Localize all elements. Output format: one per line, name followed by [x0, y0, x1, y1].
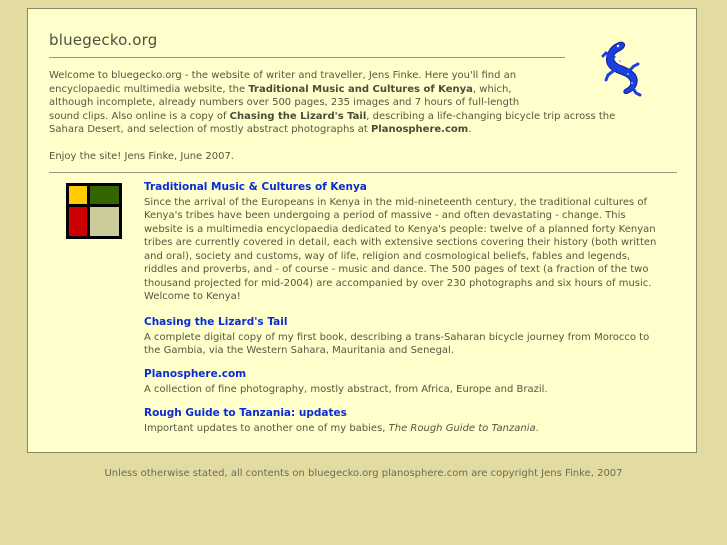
- entry-text-line: riddles and proverbs, and - of course - music and dance. The 500 pages of text (a fraction of the two: [144, 264, 649, 275]
- logo-red-square: [69, 207, 87, 236]
- intro-line: Welcome to bluegecko.org - the website of writer and traveller, Jens Finke. Here you'll find an: [49, 70, 517, 81]
- copyright-footer: Unless otherwise stated, all contents on bluegecko.org planosphere.com are copyright Jens Finke, 2007: [104, 468, 623, 479]
- intro-line: Sahara Desert, and selection of mostly abstract photographs at Planosphere.com.: [49, 124, 472, 135]
- rough-guide-link[interactable]: Rough Guide to Tanzania: updates: [144, 407, 347, 419]
- entry-planosphere: [144, 368, 548, 396]
- rough-guide-title-italic: The Rough Guide to Tanzania: [388, 422, 536, 434]
- entry-text-line: website is a multimedia encyclopaedia dedicated to Kenya's people: twelve of a planned forty Kenyan: [144, 223, 656, 235]
- lizards-tail-link[interactable]: Chasing the Lizard's Tail: [144, 316, 288, 328]
- entry-lizard: [144, 316, 649, 358]
- intro-kenya-bold: Traditional Music and Cultures of Kenya: [248, 83, 473, 95]
- entry-text-line: Welcome to Kenya!: [144, 291, 241, 302]
- entry-text-line: and oral), society and customs, way of life, religion and cosmological beliefs, fables and legends,: [144, 250, 631, 262]
- intro-line: encyclopaedic multimedia website, the Traditional Music and Cultures of Kenya, which,: [49, 83, 512, 95]
- logo-khaki-square: [90, 207, 119, 236]
- signature-line: Enjoy the site! Jens Finke, June 2007.: [49, 151, 234, 162]
- entry-text-line: Since the arrival of the Europeans in Kenya in the mid-nineteenth century, the traditional cultures of: [144, 196, 647, 208]
- intro-line: sound clips. Also online is a copy of Chasing the Lizard's Tail, describing a life-changing bicycle trip across the: [49, 110, 616, 122]
- entry-text-line: A complete digital copy of my first book, describing a trans-Saharan bicycle journey from Morocco to: [144, 331, 650, 343]
- entry-text-line: tribes are currently covered in detail, each with extensive sections covering their history (both written: [144, 237, 657, 248]
- entry-text-line: A collection of fine photography, mostly abstract, from Africa, Europe and Brazil.: [144, 383, 548, 395]
- site-title: bluegecko.org: [49, 31, 158, 49]
- header-divider: [49, 57, 565, 58]
- logo-yellow-square: [69, 186, 87, 204]
- planosphere-link[interactable]: Planosphere.com: [144, 368, 247, 380]
- intro-lizard-bold: Chasing the Lizard's Tail: [229, 110, 367, 122]
- kenya-squares-logo: [66, 183, 122, 239]
- logo-green-square: [90, 186, 119, 204]
- intro-paragraph: [49, 69, 649, 137]
- content-divider: [49, 172, 677, 173]
- kenya-link[interactable]: Traditional Music & Cultures of Kenya: [144, 181, 367, 193]
- entry-text-line: Important updates to another one of my babies, The Rough Guide to Tanzania.: [144, 422, 539, 434]
- main-panel: [27, 8, 697, 453]
- entry-text-line: the Gambia, via the Western Sahara, Mauritania and Senegal.: [144, 345, 455, 356]
- entry-kenya: [144, 181, 656, 304]
- intro-line: although incomplete, already numbers over 500 pages, 235 images and 7 hours of full-length: [49, 97, 520, 108]
- entry-text-line: thousand projected for mid-2004) are accompanied by over 230 photographs and six hours of music.: [144, 277, 652, 289]
- intro-planosphere-bold: Planosphere.com: [370, 124, 469, 135]
- entry-rough-guide: [144, 407, 539, 435]
- entry-text-line: Kenya's tribes have been undergoing a period of massive - and often devastating - change. This: [144, 210, 626, 221]
